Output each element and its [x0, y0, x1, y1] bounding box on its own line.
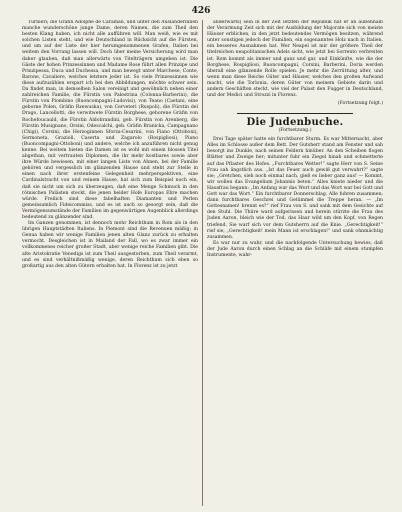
left-column	[22, 20, 198, 506]
right-column-top-text: anderwärts) sein in der Zeit letzten der Republik hat er an außenhalb der Verarmung Zeit sich mit der Ausbildung der Majorate sich von meiste Häuser erblichen, in den jetzt bedeutendes Vermögen besitzen, während unter sonstigen jedoch der Familien, ein sogenanntes Holz nach in Italien, ein besseres Ausnahmen hat. Wer Neapel ist mir der größere Theil der titelreichen neapolitanischen Adels sicht, wie jetzt bei Sorrento verbreiten ist. Rom kommt als immer und ganz und gar, und Einkünfte, wie die der Borghese, Rospigliosi, Buoncompagni, Corsini, Barberini, Doria werden überall eine glänzende Rolle spielen. Je mehr die Zerrüttung alter, und wenn man diese Reiche Güter und Häuser, welches den großen Aufwand macht, wie die Torlonia, deren Güter von meinem Gebiete darin und andern Geschäften steckt, wie viel der Palast den Fugger in Deutschland, und der Medici und Strozzi in Florenz.	[207, 20, 383, 99]
left-column-text-2: Im Ganzen genommen, ist dennoch mehr Reichthum in Rom als in den übrigen Hauptstädten Italiens. In Piemont sind die Revenuen mäßig; in Genua haben wir wenige Familien jenen alten Glanz zurück zu erhalten vermocht. Desgleichen ist in Mailand der Fall, wo es zwar immer ein vollkommenes reicher großer Stadt, aber wenige reiche Familien gibt. Die alte Aristokratie Venedigs ist zum Theil ausgestorben, zum Theil verarmt, und es sind verhältnißmäßig wenige, deren Reichthum sich eben so großartig aus den alten Gütern erhalten hat. In Florenz ist zu jetzt	[22, 221, 198, 269]
column-divider	[202, 20, 203, 506]
article-title: Die Judenbuche.	[246, 117, 344, 128]
page-number: 426	[191, 6, 211, 16]
left-column-text: Turnieri; die Gräfin Adolphe de Caraman, und unter den Ausländerinnen manche wunderschöne junge Dame, deren Namen, die zum Theil den besten Klang haben, ich nicht alle aufführen will. Man weiß, wie es mit solchen Listen steht, und wie Deutschland in Rücksicht auf die Fürsten, und um auf der Liste der hier herumgenommenen Grafen, Italien bei weitem den Vorrang lassen will. Doch über meine Versicherung wird man daher glauben, daß man allerwärts von Titelträgern umgeben ist. Die Gäste der hohen Prinzessinnen und Madame Rose führt allen Prinzipe und Prinzipessa, Duca und Duchessa, und man bewegt unter Marchese, Conte, Barone, Cavaliere, welches letztere jeder ist. So viele Prinzessinnen wie diese aufzuzählen erspart ich bei den Abbildungen, möchte schwer sein. Da findet man, in demselben Salon vereinigt und gewöhnlich neben einer zahlreichen Familie, die Fürstin von Palestrina (Colonna-Barberini), die Fürstin von Piombino (Buoncompagni-Ludovisi), von Teano (Caetani, eine geborne Polen, Gräfin Rzewuska), von Cerveteri (Ruspoli), die Fürstin del Drago, Lancellotti, die verwitwete Fürstin Borghese, geborene Gräfin von Rochefoucauld, die Fürstin Aldobrandini, geb. Fürstin von Arenberg, die Fürstin Musignano, Orsini, Odescalchi, geb. Gräfin Branicka, Campagnano (Chigi), Corsini, die Herzoginnen Sforza-Cesarini, von Fiano (Ottoboni), Sermoneta, Grazioli, Caserta und Zagarolo (Rospigliosi), Piano (Buoncompagni-Ottoboni) und andere, welche ich anzuführen nicht genug kenne. Bei weitem bieten die Damen ist es wohl mit einem blossen Titel abgethan, mit vertrauten Diplomen, die ihr mehr kostbares sowie aber ihre Würde bewiesen, mit einer langen Liste von Ahnen, bei der Familie gehören und vergesslich im glänzenden Hause und steht zur Stelle in einen nach ihrer erstenfeine Gelegenheit mehrperspektiven, eine Cardinalstracht von und reinem Hause, hat sich zum Beispiel noch ein, daß sie nicht um sich zu überzeugen, daß eine Menge Schmuck in den römischen Palästen steckt, die jenen beider Hofe Europas Ehre machen würde. Freilich sind diese fabelhaften Diamanten und Perlen gemeinsamlich Fideicommiss, und es ist auch so gesorgt sein, daß die Vermögensumstände der Familien im gegenwärtigen Augenblick allerdings bedeutend zu glänzender sind.	[22, 20, 198, 220]
article-body-text: Drei Tage später hatte ein furchtbarer Sturm. Es war Mitternacht, aber Alles im Schlosse außer dem Bett. Der Gutsherr stand am Fenster und sah besorgt ins Dunkle, nach seinen Feldern hinüber. An den Scheiben flogen Blätter und Zweige her; mitunter fuhr ein Ziegel hinab und schmetterte auf das Pflaster des Hofes. „Furchtbares Wetter!“ sagte Herr von S. Seine Frau sah ängstlich aus. „Ist das Feuer auch gewiß gut verwahrt?“ sagte sie; „Gretchen, sieh noch einmal nach, gieß es lieber ganz aus! — Kommt, wir wollen das Evangelium Johannis beten.“ Alles kniete nieder und die Hausfrau begann: „Im Anfang war das Wort und das Wort war bei Gott und Gott war das Wort.“ Ein furchtbarer Donnerschlag. Alle fuhren zusammen; dann furchtbares Geschrei und Getümmel die Treppe heran. — „Im Gottesnamen! brennt es?“ rief Frau von S. und sank mit dem Gesichte auf den Stuhl. Die Thüre ward aufgerissen und herein stürzte die Frau des Juden Aaron, bleich wie der Tod, das Haar wild um den Kopf, von Regen triefend. Sie warf sich vor dem Gutsherrn auf die Knie. „Gerechtigkeit!“ rief sie, „Gerechtigkeit! mein Mann ist erschlagen!“ und sank ohnmächtig zusammen.	[207, 137, 383, 240]
right-column	[207, 20, 383, 506]
section-rule	[237, 113, 353, 114]
continued-label: (Fortsetzung folgt.)	[337, 101, 383, 107]
article-subtitle: (Fortsetzung.)	[278, 128, 312, 134]
article-body-text-2: Es war nur zu wahr, und die nachfolgende Untersuchung bewies, daß der Jude Aaron durch einen Schlag an die Schläfe mit einem stumpfen Instrumente, wahr-	[207, 240, 383, 258]
